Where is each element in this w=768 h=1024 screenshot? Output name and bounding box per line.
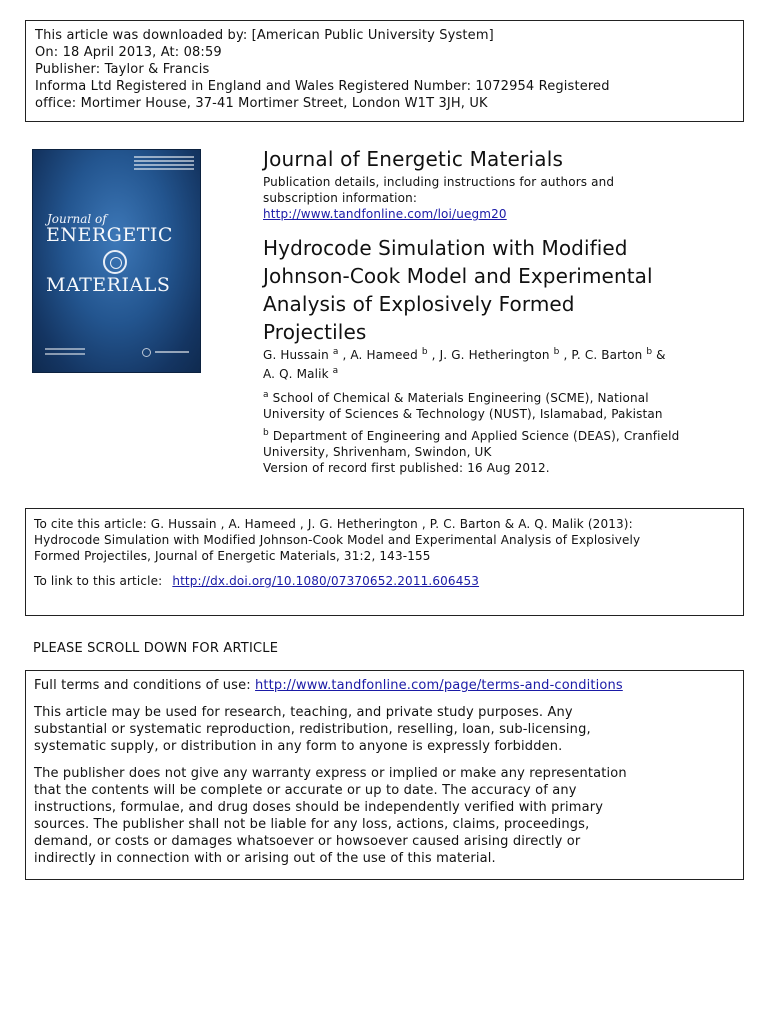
author-affiliation-mark: b (646, 347, 653, 357)
terms-box (25, 670, 744, 880)
journal-url-link[interactable]: http://www.tandfonline.com/loi/uegm20 (263, 207, 507, 221)
affiliation-text: Department of Engineering and Applied Science (DEAS), Cranfield (272, 429, 680, 443)
citation-line: Hydrocode Simulation with Modified Johnson-Cook Model and Experimental Analysis of Explosively (34, 533, 641, 547)
disclaimer-paragraph (34, 765, 735, 867)
cover-volume-info (134, 156, 194, 172)
doi-link[interactable]: http://dx.doi.org/10.1080/07370652.2011.606453 (172, 574, 480, 588)
article-title (263, 234, 743, 346)
paragraph-line: sources. The publisher shall not be liable for any loss, actions, claims, proceedings, (34, 817, 590, 832)
citation-line: To cite this article: G. Hussain , A. Hameed , J. G. Hetherington , P. C. Barton & A. Q. Malik (2013): (34, 517, 633, 531)
paragraph-line: that the contents will be complete or accurate or up to date. The accuracy of any (34, 783, 577, 798)
cover-journal-word: Journal of (47, 212, 107, 226)
journal-info (263, 146, 743, 222)
office-line: office: Mortimer House, 37-41 Mortimer Street, London W1T 3JH, UK (35, 96, 488, 111)
paragraph-line: demand, or costs or damages whatsoever or howsoever caused arising directly or (34, 834, 581, 849)
affiliation-mark: b (263, 428, 269, 438)
author-affiliation-mark: b (553, 347, 560, 357)
cover-emblem-icon (103, 250, 127, 274)
download-line: This article was downloaded by: [American Public University System] (35, 28, 494, 43)
citation-line: Formed Projectiles, Journal of Energetic Materials, 31:2, 143-155 (34, 549, 431, 563)
affiliation-list (263, 390, 743, 476)
paragraph-line: instructions, formulae, and drug doses should be independently verified with primary (34, 800, 604, 815)
affiliation-mark: a (263, 390, 269, 400)
author-affiliation-mark: b (421, 347, 428, 357)
author-name: G. Hussain (263, 348, 329, 362)
journal-cover-image (32, 149, 201, 373)
subscription-info: subscription information: (263, 191, 418, 205)
paragraph-line: The publisher does not give any warranty express or implied or make any representation (34, 766, 627, 781)
paragraph-line: indirectly in connection with or arising out of the use of this material. (34, 851, 496, 866)
journal-title: Journal of Energetic Materials (263, 147, 564, 171)
registration-line: Informa Ltd Registered in England and Wales Registered Number: 1072954 Registered (35, 79, 610, 94)
cover-materials-word: MATERIALS (46, 274, 171, 296)
article-link-label: To link to this article: (34, 574, 163, 588)
citation-box (25, 508, 744, 616)
publication-details: Publication details, including instructions for authors and (263, 175, 615, 189)
paragraph-line: substantial or systematic reproduction, redistribution, reselling, loan, sub-licensing, (34, 722, 591, 737)
affiliation-text: University, Shrivenham, Swindon, UK (263, 445, 492, 459)
author-name: A. Q. Malik (263, 367, 329, 381)
scroll-down-note: PLEASE SCROLL DOWN FOR ARTICLE (33, 641, 279, 656)
paragraph-line: This article may be used for research, teaching, and private study purposes. Any (34, 705, 573, 720)
article-title-line: Projectiles (263, 320, 367, 344)
author-name: P. C. Barton (571, 348, 643, 362)
author-list: G. Hussain $^a$ , A. Hameed $^b$ , J. G. Hetherington $^b$ , P. C. Barton $^b$ & A. Q. Malik $^a$ (263, 347, 666, 381)
author-name: A. Hameed (350, 348, 418, 362)
publisher-line: Publisher: Taylor & Francis (35, 62, 210, 77)
cover-energetic-word: ENERGETIC (46, 224, 173, 246)
version-of-record: Version of record first published: 16 Aug 2012. (263, 461, 550, 475)
download-notice-box (25, 20, 744, 122)
author-name: J. G. Hetherington (439, 348, 550, 362)
article-title-line: Johnson-Cook Model and Experimental (263, 264, 653, 288)
article-title-line: Analysis of Explosively Formed (263, 292, 575, 316)
article-title-line: Hydrocode Simulation with Modified (263, 236, 628, 260)
terms-link[interactable]: http://www.tandfonline.com/page/terms-and-conditions (255, 678, 623, 693)
author-affiliation-mark: a (332, 366, 339, 376)
publisher-logo-icon (142, 348, 190, 358)
usage-paragraph (34, 704, 735, 755)
download-date-line: On: 18 April 2013, At: 08:59 (35, 45, 222, 60)
affiliation-text: University of Sciences & Technology (NUST), Islamabad, Pakistan (263, 407, 663, 421)
cover-editor-info (45, 348, 85, 358)
paragraph-line: systematic supply, or distribution in any form to anyone is expressly forbidden. (34, 739, 563, 754)
author-affiliation-mark: a (332, 347, 339, 357)
affiliation-text: School of Chemical & Materials Engineering (SCME), National (272, 391, 649, 405)
terms-label: Full terms and conditions of use: (34, 678, 251, 693)
